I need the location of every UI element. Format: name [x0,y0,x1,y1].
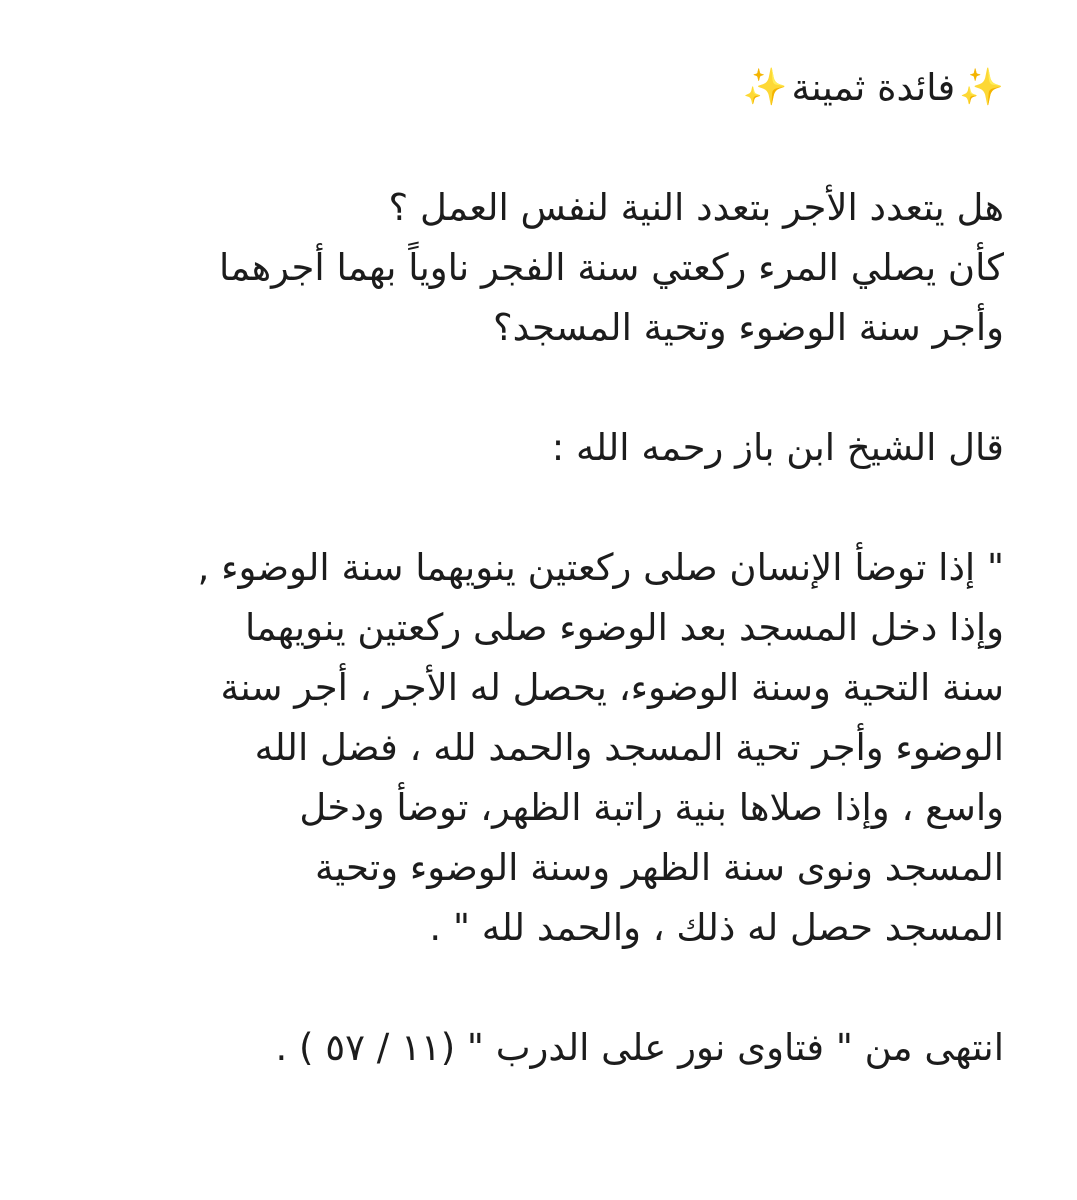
question-line: وأجر سنة الوضوء وتحية المسجد؟ [492,306,1004,349]
question-line: هل يتعدد الأجر بتعدد النية لنفس العمل ؟ [388,186,1004,229]
source-paragraph [60,1018,1004,1078]
quote-line: واسع ، وإذا صلاها بنية راتبة الظهر، توضأ ودخل [299,786,1004,829]
quote-line: وإذا دخل المسجد بعد الوضوء صلى ركعتين ينويهما [245,606,1004,649]
quote-paragraph [60,538,1004,958]
spacer [60,478,1004,538]
spacer [60,958,1004,1018]
question-line: كأن يصلي المرء ركعتي سنة الفجر ناوياً بهما أجرهما [218,246,1004,289]
note-body [60,58,1004,1078]
attribution-paragraph [60,418,1004,478]
quote-line: المسجد ونوى سنة الظهر وسنة الوضوء وتحية [315,846,1004,889]
sparkles-icon: ✨ [959,67,1004,108]
quote-line: سنة التحية وسنة الوضوء، يحصل له الأجر ، أجر سنة [220,666,1004,709]
quote-line: " إذا توضأ الإنسان صلى ركعتين ينويهما سنة الوضوء , [197,546,1004,589]
spacer [60,118,1004,178]
quote-line: الوضوء وأجر تحية المسجد والحمد لله ، فضل الله [254,726,1004,769]
note-title [60,58,1004,118]
attribution-line: قال الشيخ ابن باز رحمه الله : [551,426,1004,469]
question-paragraph [60,178,1004,358]
quote-line: المسجد حصل له ذلك ، والحمد لله " . [429,906,1004,949]
sparkles-icon: ✨ [742,67,788,108]
source-line: انتهى من " فتاوى نور على الدرب " (١١ / ٥٧ ) . [275,1026,1004,1069]
spacer [60,358,1004,418]
title-text: فائدة ثمينة [791,66,956,109]
